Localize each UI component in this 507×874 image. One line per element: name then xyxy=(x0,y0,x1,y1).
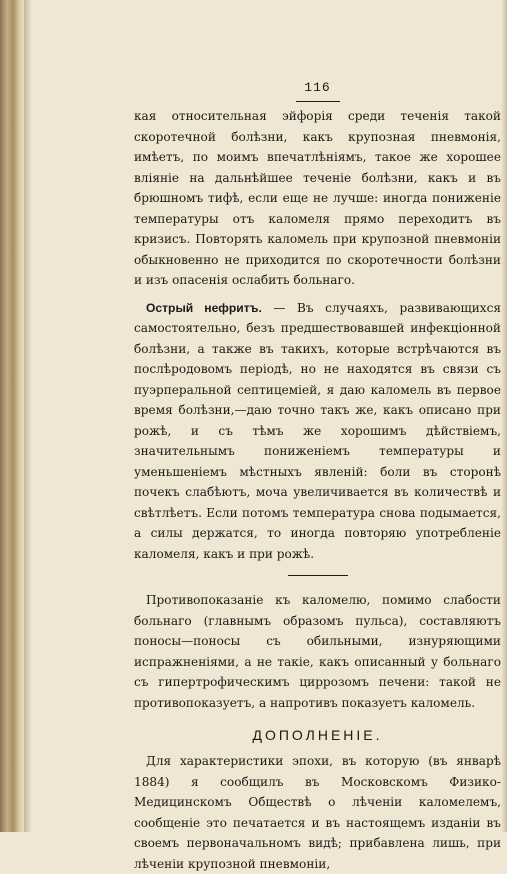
paragraph-contraindication: Противопоказаніе къ каломелю, помимо слабости больнаго (главнымъ образомъ пульса), составляютъ поносы—поносы съ обильными, изнуряющими испражненіями, а не такіе, какъ описанный у больнаго съ гипертрофическимъ циррозомъ печени: такой не противопоказуетъ, а напротивъ показуетъ каломель. xyxy=(134,593,501,710)
page-number-rule xyxy=(296,101,340,102)
page-number: 116 xyxy=(304,80,331,95)
paragraph-nephritis xyxy=(134,298,501,565)
paragraph-lead-heading: Острый нефритъ. xyxy=(146,300,262,315)
page-edge xyxy=(501,0,507,832)
paragraph-nephritis-text: — Въ случаяхъ, развивающихся самостоятельно, безъ предшествовавшей инфекціонной болѣзни, а также въ такихъ, которые встрѣчаются въ послѣродовомъ періодѣ, но не находятся въ связи съ пуэрперальной септицеміей, я даю каломель въ первое время болѣзни,—даю точно такъ же, какъ описано при рожѣ, и съ тѣмъ же хорошимъ дѣйствіемъ, значительнымъ пониженіемъ температуры и уменьшеніемъ мѣстныхъ явленій: боли въ сторонѣ почекъ слабѣютъ, моча увеличивается въ количествѣ и свѣтлѣетъ. Если потомъ температура снова подымается, а силы держатся, то иногда повторяю употребленіе каломеля, какъ и при рожѣ. xyxy=(134,300,502,561)
paragraph-supplement: Для характеристики эпохи, въ которую (въ январѣ 1884) я сообщилъ въ Московскомъ Физико-Медицинскомъ Обществѣ о лѣченіи каломелемъ, сообщеніе это печатается и въ настоящемъ изданіи въ своемъ первоначальномъ видѣ; прибавлена лишь, при лѣченіи крупозной пневмоніи, xyxy=(134,754,501,871)
section-heading: ДОПОЛНЕНІЕ. xyxy=(252,727,383,743)
page-content xyxy=(134,78,501,874)
book-spine xyxy=(0,0,24,832)
paragraph-pneumonia: кая относительная эйфорія среди теченія такой скоротечной болѣзни, какъ крупозная пневмонія, имѣетъ, по моимъ впечатлѣніямъ, такое же хорошее вліяніе на дальнѣйшее теченіе болѣзни, какъ и въ брюшномъ тифѣ, если еще не лучше: иногда пониженіе температуры отъ каломеля прямо переходитъ въ кризисъ. Повторять каломель при крупозной пневмоніи обыкновенно не приходится по скоротечности болѣзни и изъ опасенія ослабить больнаго. xyxy=(134,109,501,287)
section-separator xyxy=(288,575,348,576)
paragraph-gap xyxy=(134,291,501,298)
